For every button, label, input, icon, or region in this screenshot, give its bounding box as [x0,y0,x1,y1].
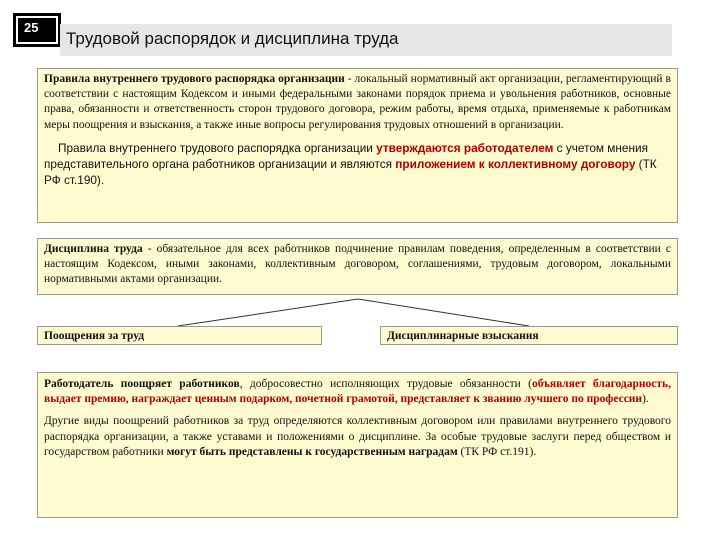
discipline-definition [44,242,671,288]
incentives-box [37,372,678,518]
approval-part2: с учетом мнения представительного органа работников организации и являются [44,140,648,172]
incentives-p1-highlight: объявляет благодарность, выдает премию, награждает ценным подарком, почетной грамотой, представляет к званию лучшего по профессии [44,378,671,406]
discipline-definition-box [37,238,678,295]
slide-number: 25 [13,13,61,47]
approval-highlight1: утверждаются работодателем [376,140,554,155]
rules-definition [44,72,671,133]
incentives-p1-bold: Работодатель поощряет работников [44,378,240,390]
discipline-term: Дисциплина труда [44,243,143,255]
rules-approval [44,140,671,189]
discipline-definition-text: - обязательное для всех работников подчинение правилам поведения, определенным в соответствии с настоящим Кодексом, иными законами, коллективным договором, соглашениями, трудовым договором, локальными нормативными актами организации. [44,243,671,286]
approval-highlight2: приложением к коллективному договору [395,157,636,172]
incentives-p1-text: , добросовестно исполняющих трудовые обязанности ( [239,378,532,390]
branch-line-right [358,299,529,326]
approval-part1: Правила внутреннего трудового распорядка организации [58,140,377,155]
incentives-paragraph-1 [44,377,671,407]
incentives-p2-end: (ТК РФ ст.191). [457,445,537,458]
incentives-paragraph-2 [44,414,671,460]
incentives-p2-bold: могут быть представлены к государственным наградам [166,445,458,458]
rules-term: Правила внутреннего трудового распорядка организации [44,73,345,85]
approval-part3: (ТК РФ ст.190). [44,157,657,188]
incentives-p2-text: Другие виды поощрений работников за труд определяются коллективным договором или правилами внутреннего трудового распорядка организации, а также уставами и положениями о дисциплине. За особые трудовые заслуги перед обществом и государством работники [44,415,671,458]
penalties-label: Дисциплинарные взыскания [380,326,678,345]
incentives-p1-end: ). [642,393,649,406]
rules-definition-text: - локальный нормативный акт организации, регламентирующий в соответствии с настоящим Кодексом и иными федеральными законами порядок приема и увольнения работников, основные права, обязанности и ответственность сторон трудового договора, режим работы, время отдыха, применяемые к работникам меры поощрения и взыскания, а также иные вопросы регулирования трудовых отношений в организации. [44,73,671,131]
incentives-label: Поощрения за труд [37,326,322,345]
branch-line-left [178,299,358,326]
page-title: Трудовой распорядок и дисциплина труда [66,29,399,48]
rules-definition-box [37,68,678,223]
